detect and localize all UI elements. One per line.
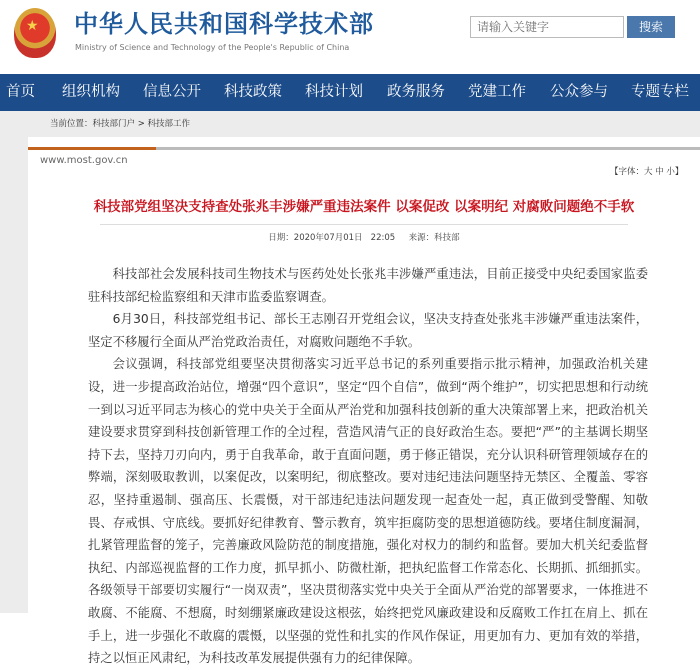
- nav-services[interactable]: 政务服务: [387, 84, 445, 100]
- left-margin: [0, 137, 28, 613]
- article-meta: 日期：2020年07月01日 22:05 来源：科技部: [268, 233, 460, 243]
- font-size-selector[interactable]: 【字体：大 中 小】: [610, 167, 684, 177]
- article-body: [88, 263, 648, 670]
- paragraph: 会议强调，科技部党组要坚决贯彻落实习近平总书记的系列重要指示批示精神，加强政治机关建设，进一步提高政治站位，增强“四个意识”，坚定“四个自信”，做到“两个维护”，切实把思想和行动统一到以习近平同志为核心的党中央关于全面从严治党和加强科技创新的重大决策部署上来，把政治机关建设要求贯穿到科技创新管理工作的全过程，营造风清气正的良好政治生态。要把“严”的主基调长期坚持下去，坚持刀刃向内，勇于自我革命，敢于直面问题，勇于修正错误，充分认识科研管理领域存在的弊端，深刻吸取教训，以案促改，以案明纪，彻底整改。要对违纪违法问题坚持无禁区、全覆盖、零容忍，坚持重遏制、强高压、长震慑，对干部违纪违法问题发现一起查处一起，真正做到受警醒、知敬畏、存戒惧、守底线。要抓好纪律教育、警示教育，筑牢拒腐防变的思想道德防线。要堵住制度漏洞，扎紧管理监督的笼子，完善廉政风险防范的制度措施，强化对权力的制约和监督。要加大机关纪委监督执纪、内部巡视监督的工作力度，抓早抓小、防微杜渐，把执纪监督工作常态化、长期抓、抓细抓实。各级领导干部要切实履行“一岗双责”，坚决贯彻落实党中央关于全面从严治党的部署要求，一体推进不敢腐、不能腐、不想腐，时刻绷紧廉政建设这根弦，始终把党风廉政建设和反腐败工作扛在肩上、抓在手上，进一步强化不敢腐的震慑，以坚强的党性和扎实的作风作保证，用更加有力、更加有效的举措，持之以恒正风肃纪，为科技改革发展提供强有力的纪律保障。: [88, 357, 648, 666]
- nav-organization[interactable]: 组织机构: [62, 84, 120, 100]
- site-url: www.most.gov.cn: [40, 155, 128, 166]
- nav-party-building[interactable]: 党建工作: [468, 84, 526, 100]
- paragraph: 6月30日，科技部党组书记、部长王志刚召开党组会议，坚决支持查处张兆丰涉嫌严重违法案件，坚定不移履行全面从严治党政治责任，对腐败问题绝不手软。: [88, 312, 648, 349]
- nav-topics[interactable]: 专题专栏: [631, 84, 689, 100]
- paragraph: 科技部社会发展科技司生物技术与医药处处长张兆丰涉嫌严重违法，目前正接受中央纪委国家监委驻科技部纪检监察组和天津市监委监察调查。: [88, 267, 648, 304]
- site-header: [0, 0, 700, 73]
- star-icon: ★: [26, 18, 39, 34]
- search-input[interactable]: [470, 16, 624, 38]
- article-title: 科技部党组坚决支持查处张兆丰涉嫌严重违法案件 以案促改 以案明纪 对腐败问题绝不手软: [93, 199, 635, 215]
- breadcrumb[interactable]: 当前位置：科技部门户 > 科技部工作: [50, 119, 191, 129]
- title-divider: [100, 224, 628, 225]
- site-title[interactable]: 中华人民共和国科学技术部: [74, 10, 374, 38]
- search-button[interactable]: 搜索: [627, 16, 675, 38]
- nav-policy[interactable]: 科技政策: [224, 84, 282, 100]
- nav-public[interactable]: 公众参与: [550, 84, 608, 100]
- breadcrumb-bar: [0, 111, 700, 137]
- national-emblem-logo[interactable]: [14, 8, 56, 58]
- nav-home[interactable]: 首页: [6, 84, 35, 100]
- nav-info-disclosure[interactable]: 信息公开: [143, 84, 201, 100]
- main-nav: [0, 74, 700, 111]
- nav-programs[interactable]: 科技计划: [305, 84, 363, 100]
- divider: [28, 147, 700, 150]
- site-subtitle: Ministry of Science and Technology of the People's Republic of China: [75, 43, 350, 52]
